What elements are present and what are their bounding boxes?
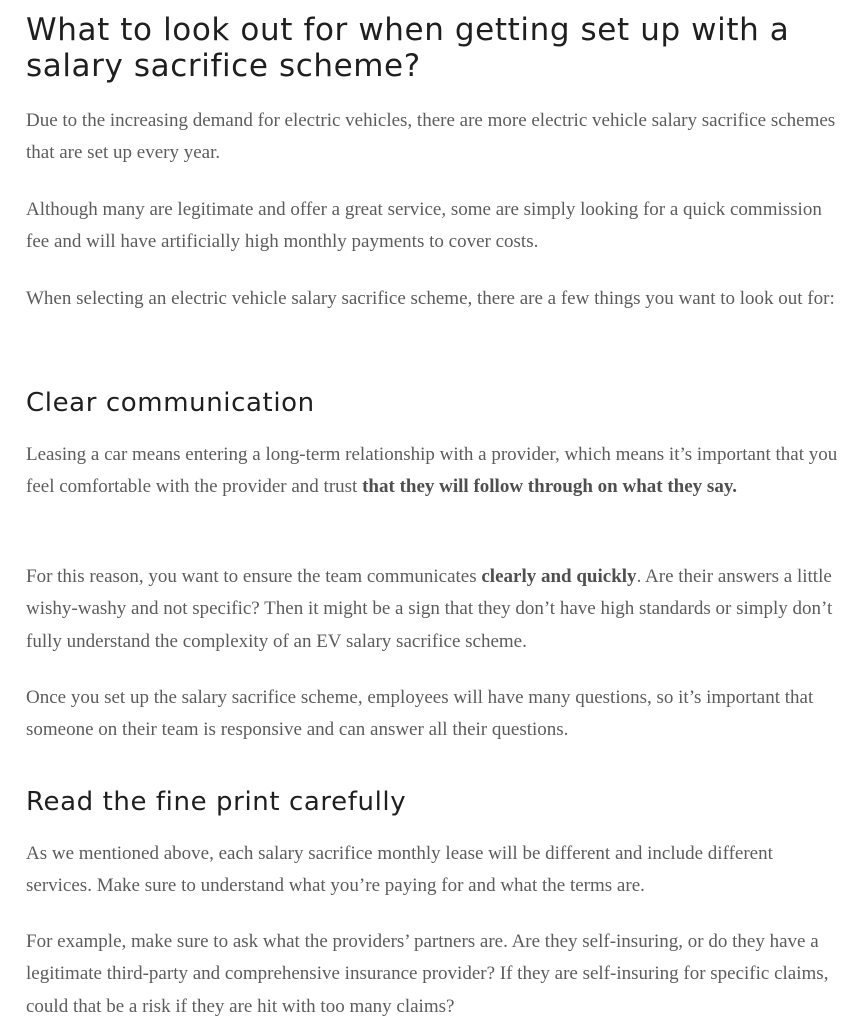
section-heading-clear-communication: Clear communication: [26, 388, 315, 418]
fine-print-paragraph-2: For example, make sure to ask what the providers’ partners are. Are they self-insuring, or do they have a legitimate third-party and comprehensive insurance provider? If they are self-insuring for specific claims, could that be a risk if they are hit with too many claims?: [26, 931, 829, 1017]
paragraph-emphasis: that they will follow through on what they say.: [362, 476, 738, 498]
paragraph-text: For this reason, you want to ensure the team communicates: [26, 566, 482, 587]
paragraph-emphasis: clearly and quickly: [481, 566, 637, 587]
section-heading-fine-print: Read the fine print carefully: [26, 787, 407, 817]
fine-print-paragraph-1: As we mentioned above, each salary sacrifice monthly lease will be different and include different services. Make sure to understand what you’re paying for and what the terms are.: [26, 843, 773, 897]
article-title: What to look out for when getting set up with a salary sacrifice scheme?: [26, 12, 790, 84]
intro-paragraph-2: Although many are legitimate and offer a great service, some are simply looking for a quick commission fee and will have artificially high monthly payments to cover costs.: [26, 199, 822, 253]
clear-communication-paragraph-3: Once you set up the salary sacrifice scheme, employees will have many questions, so it’s important that someone on their team is responsive and can answer all their questions.: [26, 687, 814, 741]
paragraph-text: Leasing a car means entering a long-term relationship with a provider, which means it’s important that you feel comfortable with the provider and trust: [26, 444, 838, 498]
clear-communication-paragraph-2: [26, 561, 842, 658]
intro-paragraph-1: Due to the increasing demand for electric vehicles, there are more electric vehicle salary sacrifice schemes that are set up every year.: [26, 110, 836, 164]
intro-paragraph-3: When selecting an electric vehicle salary sacrifice scheme, there are a few things you want to look out for:: [26, 288, 835, 309]
paragraph-text: . Are their answers a little wishy-washy and not specific? Then it might be a sign that they don’t have high standards or simply don’t fully understand the complexity of an EV salary sacrifice scheme.: [26, 566, 833, 652]
clear-communication-paragraph-1: [26, 439, 842, 504]
